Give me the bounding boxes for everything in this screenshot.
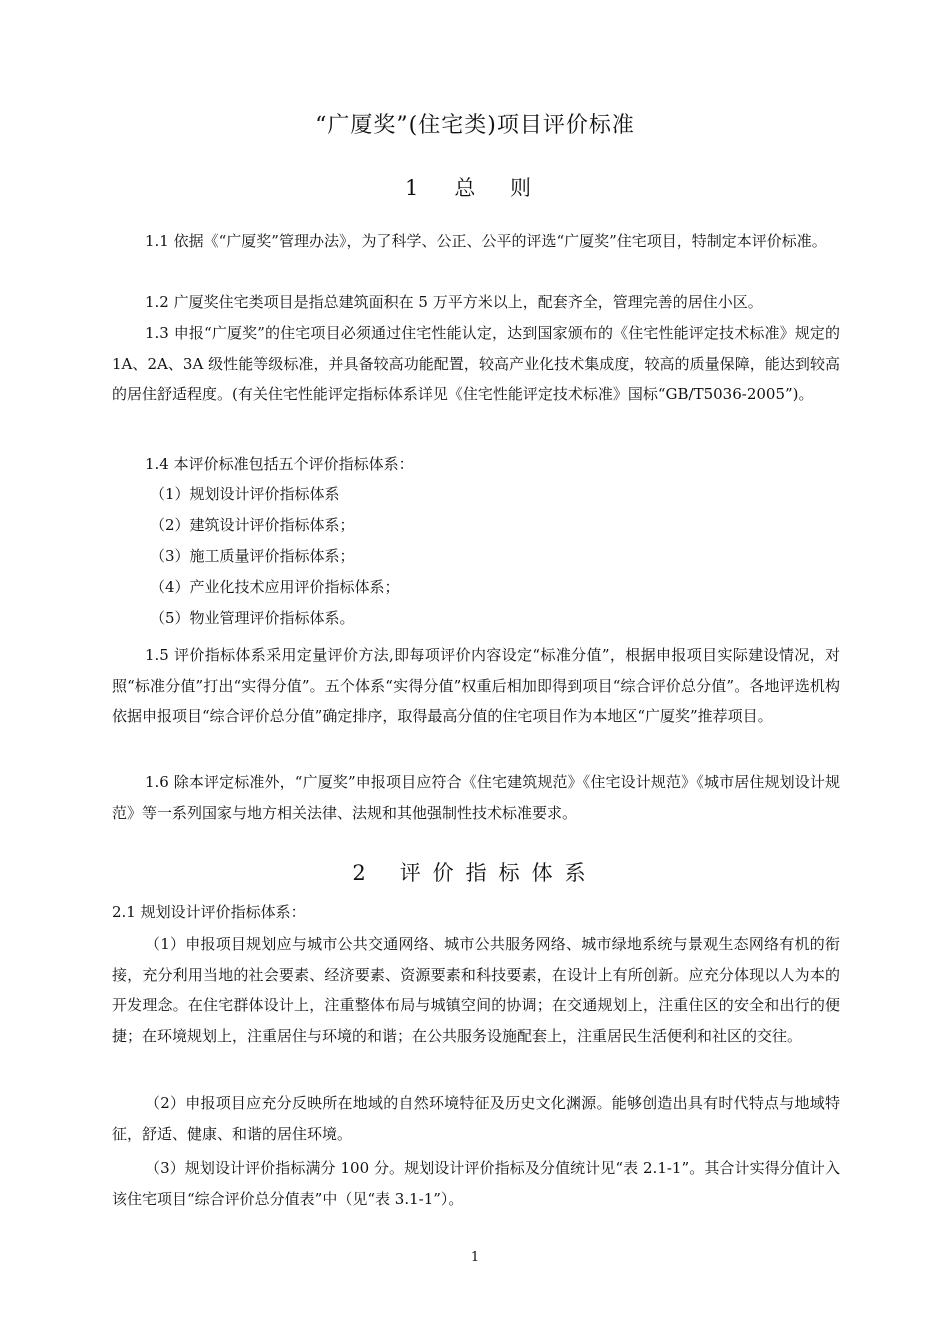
paragraph-1-6: 1.6 除本评定标准外，“广厦奖”申报项目应符合《住宅建筑规范》《住宅设计规范》《城市居住规划设计规范》等一系列国家与地方相关法律、法规和其他强制性技术标准要求。 [112,773,840,822]
paragraph-2-1-2: （2）申报项目应充分反映所在地域的自然环境特征及历史文化渊源。能够创造出具有时代特点与地域特征，舒适、健康、和谐的居住环境。 [112,1094,840,1143]
paragraph-1-4: 1.4 本评价标准包括五个评价指标体系： [145,455,414,473]
subsection-2-1-heading: 2.1 规划设计评价指标体系： [112,903,306,921]
section-1-heading [0,172,950,202]
paragraph-2-1-3: （3）规划设计评价指标满分 100 分。规划设计评价指标及分值统计见“表 2.1-1”。其合计实得分值计入该住宅项目“综合评价总分值表”中（见“表 3.1-1”）。 [112,1159,840,1208]
paragraph-2-1-1: （1）申报项目规划应与城市公共交通网络、城市公共服务网络、城市绿地系统与景观生态网络有机的衔接，充分利用当地的社会要素、经济要素、资源要素和科技要素，在设计上有所创新。应充分体现以人为本的开发理念。在住宅群体设计上，注重整体布局与城镇空间的协调；在交通规划上，注重住区的安全和出行的便捷；在环境规划上，注重居住与环境的和谐；在公共服务设施配套上，注重居民生活便利和社区的交往。 [112,935,840,1045]
section-1-title: 总 则 [454,176,546,200]
list-item: （3）施工质量评价指标体系； [150,547,355,565]
section-2-number: 2 [352,861,378,885]
section-2-title: 评价指标体系 [399,861,598,885]
document-title: “广厦奖”(住宅类)项目评价标准 [315,113,635,138]
list-item: （4）产业化技术应用评价指标体系； [150,578,400,596]
paragraph-1-5: 1.5 评价指标体系采用定量评价方法,即每项评价内容设定“标准分值”，根据申报项目实际建设情况，对照“标准分值”打出“实得分值”。五个体系“实得分值”权重后相加即得到项目“综合评价总分值”。各地评选机构依据申报项目“综合评价总分值”确定排序，取得最高分值的住宅项目作为本地区“广厦奖”推荐项目。 [112,646,840,725]
page-number: 1 [470,1250,480,1265]
section-2-heading [0,857,950,887]
list-item: （1）规划设计评价指标体系 [150,485,340,503]
list-item: （2）建筑设计评价指标体系； [150,516,355,534]
paragraph-1-1: 1.1 依据《“广厦奖”管理办法》，为了科学、公正、公平的评选“广厦奖”住宅项目，特制定本评价标准。 [145,232,827,250]
paragraph-1-2: 1.2 广厦奖住宅类项目是指总建筑面积在 5 万平方米以上，配套齐全，管理完善的居住小区。 [145,293,763,311]
paragraph-1-3: 1.3 申报“广厦奖”的住宅项目必须通过住宅性能认定，达到国家颁布的《住宅性能评定技术标准》规定的 1A、2A、3A 级性能等级标准，并具备较高功能配置，较高产业化技术集成度，较高的质量保障，能达到较高的居住舒适程度。(有关住宅性能评定指标体系详见《住宅性能评定技术标准》国标“GB/T5036-2005”)。 [112,324,840,403]
list-item: （5）物业管理评价指标体系。 [150,609,355,627]
section-1-number: 1 [404,176,433,200]
